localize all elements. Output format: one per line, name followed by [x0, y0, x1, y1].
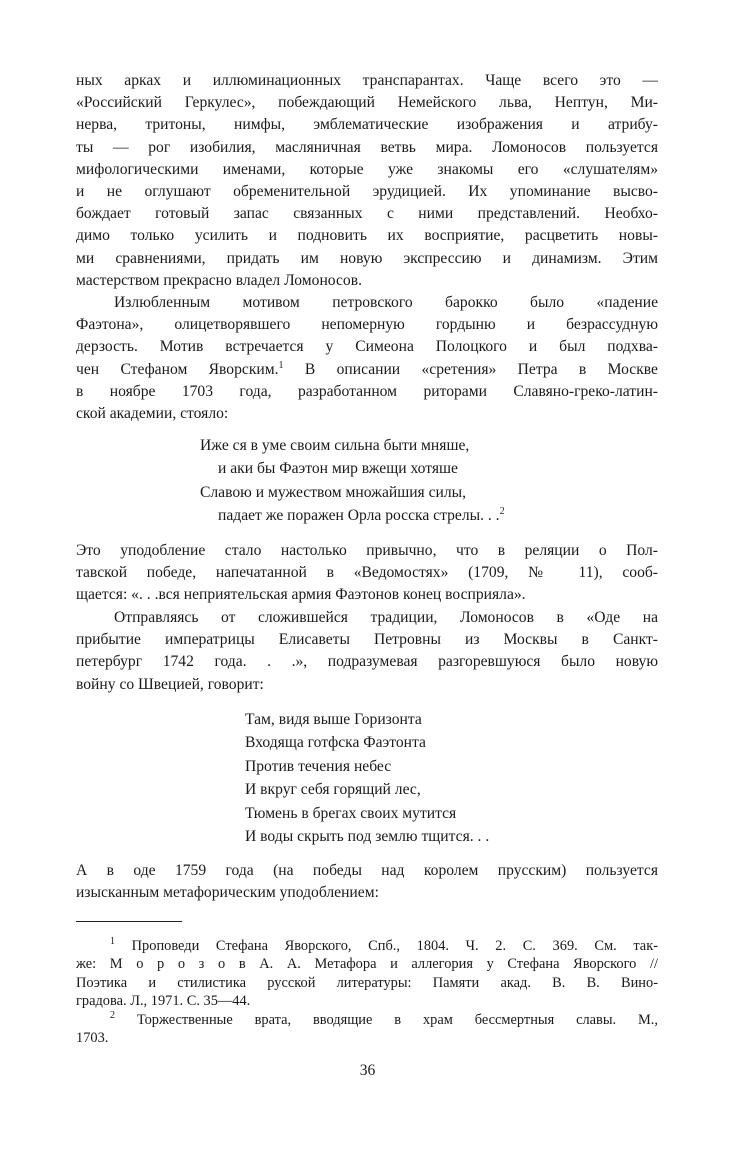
- verse-line: И вкруг себя горящий лес,: [245, 781, 421, 799]
- text-line: ты — рог изобилия, масляничная ветвь мира. Ломоносов пользуется: [76, 138, 658, 156]
- footnote-1: [76, 937, 658, 1010]
- footnote-ref-2: 2: [499, 506, 505, 518]
- text-line: [76, 359, 658, 381]
- paragraph-1: [76, 70, 658, 292]
- text-fragment: В описании «сретения» Петра в Москве: [283, 360, 658, 378]
- verse-line: и аки бы Фаэтон мир вжещи хотяше: [218, 460, 458, 478]
- text-fragment: падает же поражен Орла росска стрелы. . .: [218, 507, 500, 525]
- text-line: ской академии, стояло:: [76, 405, 229, 423]
- paragraph-4: [76, 607, 658, 696]
- verse-line: Против течения небес: [245, 757, 392, 775]
- paragraph-5: [76, 860, 658, 904]
- text-line: войну со Швецией, говорит:: [76, 675, 264, 693]
- footnote-divider: [76, 921, 182, 922]
- text-line: тавской победе, напечатанной в «Ведомостях» (1709, № 11), сооб-: [76, 564, 658, 582]
- footnote-marker-2: 2: [110, 1010, 115, 1022]
- verse-line: Тюмень в брегах своих мутится: [245, 804, 457, 822]
- footnote-line: же: М о р о з о в А. А. Метафора и аллегория у Стефана Яворского //: [76, 956, 658, 973]
- text-fragment: чен Стефаном Яворским.: [76, 360, 279, 378]
- text-line: прибытие императрицы Елисаветы Петровны из Москвы в Санкт-: [76, 631, 658, 649]
- text-line: изысканным метафорическим уподоблением:: [76, 884, 379, 902]
- footnote-2: [76, 1011, 658, 1048]
- text-line: ных арках и иллюминационных транспарантах. Чаще всего это —: [76, 72, 658, 89]
- verse-quote-2: [245, 708, 489, 848]
- text-fragment: Проповеди Стефана Яворского, Спб., 1804. Ч. 2. С. 369. См. так-: [131, 938, 658, 954]
- text-fragment: Торжественные врата, вводящие в храм бессмертныя славы. М.,: [136, 1012, 658, 1028]
- text-line: в ноябре 1703 года, разработанном риторами Славяно-греко-латин-: [76, 382, 658, 400]
- footnote-line: Поэтика и стилистика русской литературы: Памяти акад. В. В. Вино-: [76, 974, 658, 991]
- text-line: А в оде 1759 года (на победы над королем прусским) пользуется: [76, 862, 658, 879]
- text-line: дерзость. Мотив встречается у Симеона Полоцкого и был подхва-: [76, 338, 658, 356]
- footnote-marker-1: 1: [110, 936, 115, 948]
- verse-line: Славою и мужеством множайшия силы,: [200, 483, 467, 501]
- footnote-line: [76, 937, 658, 955]
- verse-line: И воды скрыть под землю тщится. . .: [245, 828, 490, 846]
- text-line: бождает готовый запас связанных с ними представлений. Необхо-: [76, 205, 658, 223]
- footnote-line: 1703.: [76, 1030, 109, 1047]
- text-line: мастерством прекрасно владел Ломоносов.: [76, 271, 362, 289]
- paragraph-2: [76, 292, 658, 425]
- text-line: ми сравнениями, придать им новую экспрессию и динамизм. Этим: [76, 249, 658, 267]
- text-line: Отправляясь от сложившейся традиции, Ломоносов в «Оде на: [114, 609, 658, 626]
- verse-line: [200, 504, 505, 527]
- text-line: «Российский Геркулес», побеждающий Немейского льва, Нептун, Ми-: [76, 94, 658, 112]
- text-line: нерва, тритоны, нимфы, эмблематические изображения и атрибу-: [76, 116, 658, 134]
- paragraph-3: [76, 540, 658, 607]
- footnote-line: [76, 1011, 658, 1029]
- text-line: Фаэтона», олицетворявшего непомерную гордыню и безрассудную: [76, 316, 658, 334]
- text-line: Это уподобление стало настолько привычно, что в реляции о Пол-: [76, 542, 658, 559]
- text-line: Излюбленным мотивом петровского барокко было «падение: [114, 294, 658, 311]
- text-line: мифологическими именами, которые уже знакомы его «слушателям»: [76, 160, 658, 178]
- footnote-ref-1: 1: [278, 359, 284, 371]
- verse-line: Иже ся в уме своим сильна быти мняше,: [200, 437, 470, 454]
- footnote-line: градова. Л., 1971. С. 35—44.: [76, 992, 251, 1009]
- text-line: петербург 1742 года. . .», подразумевая разгоревшуюся было новую: [76, 653, 658, 671]
- text-line: щается: «. . .вся неприятельская армия Фаэтонов конец восприяла».: [76, 586, 526, 604]
- page-number: 36: [359, 1062, 376, 1079]
- verse-line: Там, видя выше Горизонта: [245, 711, 422, 728]
- text-line: и не оглушают обременительной эрудицией. Их упоминание высво-: [76, 183, 658, 201]
- text-line: димо только усилить и подновить их восприятие, расцветить новы-: [76, 227, 658, 245]
- verse-line: Входяща готфска Фаэтонта: [245, 734, 426, 752]
- verse-quote-1: [200, 434, 505, 528]
